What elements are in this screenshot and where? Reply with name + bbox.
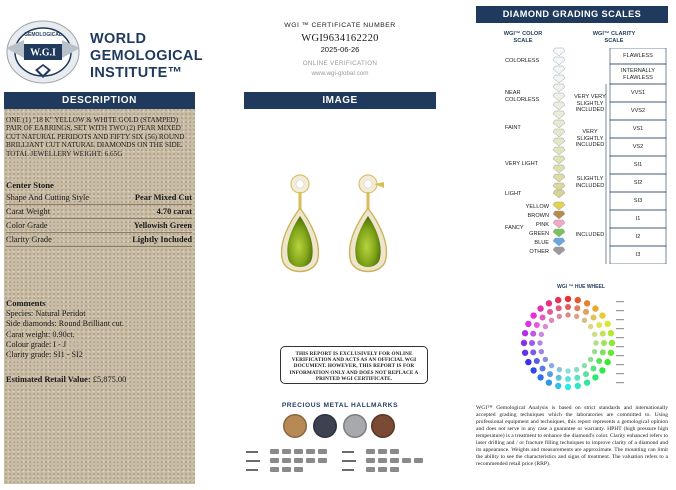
fancy-color-label: BLUE xyxy=(534,240,549,246)
hue-dot xyxy=(565,296,571,302)
row-key: Shape And Cutting Style xyxy=(6,193,90,202)
comments-title: Comments xyxy=(6,298,46,308)
clarity-grade: VS1 xyxy=(632,126,644,132)
hue-dot xyxy=(537,374,543,380)
hue-dot xyxy=(565,384,571,390)
hallmark-coin-gold xyxy=(283,414,307,438)
hue-dot xyxy=(565,304,571,310)
hue-dot xyxy=(596,358,602,364)
hue-label-mark xyxy=(616,319,624,320)
hue-dot xyxy=(599,367,605,373)
row-clarity xyxy=(6,235,192,245)
disclaimer-box: THIS REPORT IS EXCLUSIVELY FOR ONLINE VERIFICATION AND ACTS AS AN OFFICIAL WGI DOCUMENT. HOWEVER, THIS REPORT IS FOR INFORMATION ONLY AND DOES NOT REPLACE A PRINTED WGI CERTIFICATE. xyxy=(280,346,428,384)
color-group-label: LIGHT xyxy=(505,191,522,197)
hue-dot xyxy=(530,331,536,337)
hue-dot xyxy=(565,312,570,317)
org-line-3: INSTITUTE™ xyxy=(90,65,183,81)
hallmark-coin-platinum xyxy=(313,414,337,438)
hue-dot xyxy=(529,340,535,346)
hue-dot xyxy=(525,359,531,365)
color-scale-title: WGI™ COLOR SCALE xyxy=(503,31,543,44)
row-key: Carat Weight xyxy=(6,207,51,216)
hue-label-mark xyxy=(616,337,624,338)
row-key: Clarity Grade xyxy=(6,235,52,244)
retail-value xyxy=(6,375,126,384)
divider xyxy=(6,204,192,205)
hue-dot xyxy=(590,365,596,371)
hue-label-mark xyxy=(616,301,624,302)
hue-dot xyxy=(534,358,540,364)
color-group-label: NEAR COLORLESS xyxy=(505,90,540,103)
hue-dot xyxy=(555,383,561,389)
hue-dot xyxy=(575,383,581,389)
logo xyxy=(4,18,203,92)
seal-letters: W.G.I xyxy=(30,47,56,59)
clarity-scale-title: WGI™ CLARITY SCALE xyxy=(592,31,636,44)
hue-dot xyxy=(593,340,598,345)
fancy-color-label: PINK xyxy=(535,222,549,228)
color-group-label: VERY LIGHT xyxy=(505,161,539,167)
center-stone-title: Center Stone xyxy=(6,180,54,190)
earrings-photo xyxy=(270,172,410,287)
hue-dot xyxy=(539,332,544,337)
clarity-grade: I1 xyxy=(635,216,641,222)
clarity-group: VERY VERY SLIGHTLY INCLUDED xyxy=(574,94,606,113)
certificate-date: 2025-06-26 xyxy=(320,45,360,54)
hue-label-mark xyxy=(616,373,624,374)
org-line-2: GEMOLOGICAL xyxy=(90,48,203,64)
hue-dot xyxy=(608,330,614,336)
description-text: ONE (1) "18 K" YELLOW & WHITE GOLD (STAMPED) PAIR OF EARRINGS, SET WITH TWO (2) PEAR MIXED CUT NATURAL PERIDOTS AND FIFTY SIX (56) ROUND BRILLIANT CUT NATURAL DIAMONDS ON THE SIDE. TOTAL JEWELLERY WEIGHT: 6.65G xyxy=(6,116,185,158)
hue-dot xyxy=(540,365,546,371)
clarity-grade: VS2 xyxy=(632,144,644,150)
hue-dot xyxy=(582,363,587,368)
description-header: DESCRIPTION xyxy=(4,92,195,109)
hue-label-mark xyxy=(616,310,624,311)
hue-dot xyxy=(588,357,593,362)
hue-dot xyxy=(555,297,561,303)
hue-dot xyxy=(600,331,606,337)
color-group-label: COLORLESS xyxy=(505,58,540,64)
hue-dot xyxy=(522,330,528,336)
retail-label: Estimated Retail Value: xyxy=(6,375,91,384)
fancy-label: FANCY xyxy=(505,225,524,231)
hue-dot xyxy=(557,314,562,319)
hue-dot xyxy=(521,340,527,346)
hue-dot xyxy=(582,318,587,323)
hue-dot xyxy=(556,305,562,311)
comments-list xyxy=(6,309,124,360)
hue-label-mark xyxy=(616,355,624,356)
hue-dot xyxy=(565,376,571,382)
row-carat xyxy=(6,207,192,217)
earring-left xyxy=(282,175,319,272)
hue-dot xyxy=(530,349,536,355)
hue-dot xyxy=(537,305,543,311)
seal-text: GEMOLOGICAL xyxy=(24,32,62,38)
hue-dot xyxy=(584,300,590,306)
hue-dot xyxy=(543,357,548,362)
clarity-grade: SI2 xyxy=(633,180,643,186)
hue-dot xyxy=(556,375,562,381)
hallmark-coin-palladium xyxy=(371,414,395,438)
retail-amount: £5,875.00 xyxy=(92,375,127,384)
clarity-grade: INTERNALLY FLAWLESS xyxy=(620,68,656,81)
hue-dot xyxy=(546,379,552,385)
hallmark-coin-silver xyxy=(343,414,367,438)
hue-dot xyxy=(549,363,554,368)
hue-dot xyxy=(525,321,531,327)
clarity-grade: SI1 xyxy=(633,162,643,168)
fancy-color-label: BROWN xyxy=(527,213,549,219)
hue-dot xyxy=(584,379,590,385)
comment-line: Clarity grade: SI1 - SI2 xyxy=(6,350,83,360)
hue-dot xyxy=(600,349,606,355)
hue-label-mark xyxy=(616,328,624,329)
hue-dot xyxy=(575,297,581,303)
wgi-seal-logo xyxy=(4,18,82,86)
hue-dot xyxy=(547,309,553,315)
hue-dot xyxy=(530,312,536,318)
color-group-label: FAINT xyxy=(505,125,521,131)
row-value: Pear Mixed Cut xyxy=(134,193,192,202)
clarity-grade: I3 xyxy=(635,252,641,258)
hue-dot xyxy=(601,340,607,346)
diamond-color-icons xyxy=(552,44,566,264)
comment-line: Colour grade: I - J xyxy=(6,339,67,349)
hue-dot xyxy=(537,340,542,345)
row-value: Yellowish Green xyxy=(133,221,192,230)
clarity-group: VERY SLIGHTLY INCLUDED xyxy=(575,129,605,148)
fancy-color-label: YELLOW xyxy=(525,204,549,210)
hue-dot xyxy=(599,312,605,318)
comment-line: Species: Natural Peridot xyxy=(6,309,86,318)
divider xyxy=(6,232,192,233)
footer-disclaimer: WGI™ Gemological Analysis is based on strict standards and internationally accepted grading techniques which the laboratories are committed to. Using professional equipment and techniques, this report represents a gemological opinion and does not serve in any case a guarantee or warranty. HPHT (high pressure high temperature) is a treatment to enhance the diamond's color. Clarity enhanced refers to laser drilling and / or fracture filling techniques to improve clarity of a diamond and its appearance. Weights and measurements are approximate. The mounting can limit the ability to see the characteristics and signs of treatment. The valuation refers to a recommended retail price (RRP). xyxy=(476,405,668,467)
comment-line: Side diamonds: Round Brilliant cut. xyxy=(6,319,125,329)
hue-dot xyxy=(592,305,598,311)
row-shape xyxy=(6,193,192,203)
hue-label-mark xyxy=(616,382,624,383)
hue-dot xyxy=(596,322,602,328)
hue-dot xyxy=(540,315,546,321)
hue-dot xyxy=(574,305,580,311)
hue-label-mark xyxy=(616,364,624,365)
row-color xyxy=(6,221,192,231)
hue-dot xyxy=(588,324,593,329)
hue-dot xyxy=(592,349,597,354)
clarity-grade: SI3 xyxy=(633,198,643,204)
row-key: Color Grade xyxy=(6,221,48,230)
hue-dot xyxy=(574,375,580,381)
online-verification-label: ONLINE VERIFICATION xyxy=(302,60,378,67)
comment-line: Carat weight: 0.90ct. xyxy=(6,329,75,339)
clarity-grade: I2 xyxy=(635,234,641,240)
hallmark-table xyxy=(242,446,434,476)
divider xyxy=(6,246,192,247)
image-header: IMAGE xyxy=(244,92,436,109)
hue-dot xyxy=(534,322,540,328)
hue-dot xyxy=(574,314,579,319)
org-line-1: WORLD xyxy=(90,31,147,47)
clarity-group: SLIGHTLY INCLUDED xyxy=(575,176,605,189)
clarity-grade: FLAWLESS xyxy=(623,53,653,59)
hue-dot xyxy=(574,367,579,372)
fancy-color-label: GREEN xyxy=(529,231,549,237)
fancy-color-label: OTHER xyxy=(529,249,549,255)
hue-dot xyxy=(583,371,589,377)
hue-dot xyxy=(539,349,544,354)
hue-dot xyxy=(604,359,610,365)
hue-dot xyxy=(590,315,596,321)
hue-dot xyxy=(549,318,554,323)
hue-dot xyxy=(608,350,614,356)
hue-dot xyxy=(592,332,597,337)
hue-dot xyxy=(565,368,570,373)
hue-wheel-title: WGI ™ HUE WHEEL xyxy=(557,284,605,290)
hue-wheel xyxy=(518,293,630,393)
hue-dot xyxy=(583,309,589,315)
clarity-group: INCLUDED xyxy=(575,232,605,238)
divider xyxy=(6,218,192,219)
hue-dot xyxy=(592,374,598,380)
hue-dot xyxy=(604,321,610,327)
hue-dot xyxy=(609,340,615,346)
clarity-grade: VVS2 xyxy=(630,108,646,114)
org-name xyxy=(90,31,203,82)
row-value: Lightly Included xyxy=(132,235,192,244)
description-panel xyxy=(4,92,195,484)
certificate-number: WGI9634162220 xyxy=(301,33,379,44)
hue-dot xyxy=(522,350,528,356)
hallmarks-title: PRECIOUS METAL HALLMARKS xyxy=(281,402,399,409)
hallmark-coins xyxy=(283,414,398,440)
clarity-grade: VVS1 xyxy=(630,90,646,96)
hue-dot xyxy=(547,371,553,377)
hue-dot xyxy=(530,367,536,373)
hue-dot xyxy=(557,367,562,372)
verification-url[interactable]: www.wgi-global.com xyxy=(311,70,369,77)
hue-dot xyxy=(546,300,552,306)
earring-right xyxy=(350,175,387,272)
certificate-label: WGI ™ CERTIFICATE NUMBER xyxy=(284,22,396,29)
hue-label-mark xyxy=(616,346,624,347)
diamond-grading-header: DIAMOND GRADING SCALES xyxy=(476,6,668,23)
row-value: 4.70 carat xyxy=(156,207,192,216)
hue-dot xyxy=(543,324,548,329)
